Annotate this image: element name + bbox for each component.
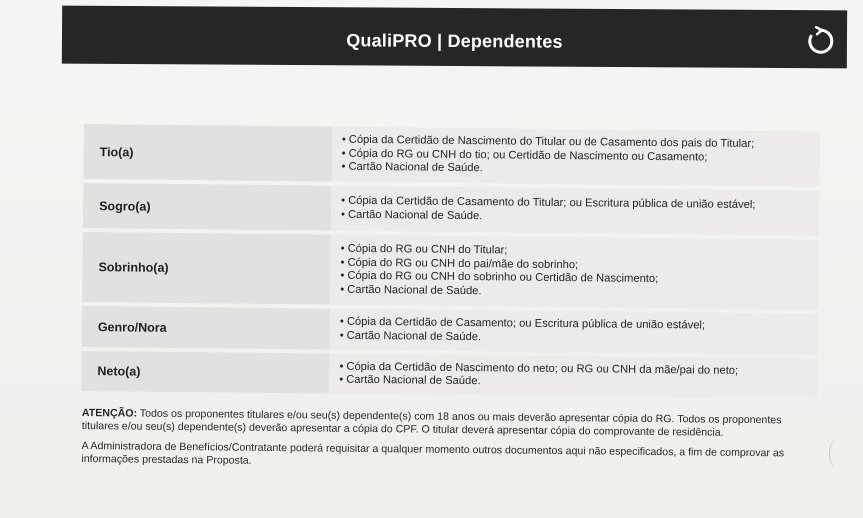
relationship-label: Sobrinho(a) bbox=[82, 232, 331, 305]
table-row bbox=[83, 183, 819, 236]
relationship-label: Tio(a) bbox=[83, 124, 332, 182]
attention-label: ATENÇÃO: bbox=[81, 407, 138, 420]
required-documents bbox=[331, 186, 819, 236]
document-item: • Cartão Nacional de Saúde. bbox=[339, 374, 807, 392]
header-bar bbox=[62, 6, 847, 69]
relationship-label: Neto(a) bbox=[81, 351, 329, 394]
required-documents bbox=[331, 127, 820, 187]
table-row bbox=[82, 306, 818, 355]
dependents-table bbox=[81, 124, 820, 403]
document-item: • Cópia do RG ou CNH do sobrinho ou Certidão de Nascimento; bbox=[340, 270, 808, 288]
document-item: • Cópia da Certidão de Nascimento do Titular ou de Casamento dos pais do Titular; bbox=[342, 134, 810, 152]
document-item: • Cartão Nacional de Saúde. bbox=[341, 161, 809, 179]
relationship-label: Sogro(a) bbox=[83, 183, 331, 231]
required-documents bbox=[330, 235, 819, 310]
document-item: • Cópia do RG ou CNH do tio; ou Certidão de Nascimento ou Casamento; bbox=[342, 147, 810, 165]
document-item: • Cópia da Certidão de Casamento do Titular; ou Escritura pública de união estável; bbox=[341, 195, 809, 213]
required-documents bbox=[329, 354, 817, 399]
page-title: QualiPRO | Dependentes bbox=[346, 29, 563, 52]
admin-note: A Administradora de Benefícios/Contratante poderá requisitar a qualquer momento outros documentos aqui não especificados, a fim de comprovar as informações prestadas na Proposta. bbox=[81, 439, 785, 467]
document-item: • Cópia da Certidão de Casamento; ou Escritura pública de união estável; bbox=[340, 316, 808, 334]
table-row bbox=[82, 232, 819, 310]
relationship-label: Genro/Nora bbox=[82, 306, 330, 350]
document-item: • Cópia da Certidão de Nascimento do neto; ou RG ou CNH da mãe/pai do neto; bbox=[339, 360, 807, 378]
document-item: • Cartão Nacional de Saúde. bbox=[340, 329, 808, 347]
required-documents bbox=[330, 309, 818, 355]
table-row bbox=[81, 351, 817, 399]
qualicorp-logo-icon bbox=[803, 24, 837, 58]
attention-text: Todos os proponentes titulares e/ou seu(s) dependente(s) com 18 anos ou mais deverão apresentar cópia do RG. Todos os proponentes titulares e/ou seu(s) dependente(s) deverão apresentar a cópia do CPF. O titular deverá apresentar cópia do comprovante de residência. bbox=[81, 407, 782, 439]
table-row bbox=[83, 124, 820, 187]
page-edge-mark bbox=[829, 440, 843, 468]
attention-note bbox=[82, 407, 802, 440]
document-item: • Cópia do RG ou CNH do Titular; bbox=[341, 243, 809, 261]
document-item: • Cópia do RG ou CNH do pai/mãe do sobrinho; bbox=[340, 256, 808, 274]
document-item: • Cartão Nacional de Saúde. bbox=[340, 283, 808, 301]
notes-section bbox=[81, 407, 802, 481]
document-item: • Cartão Nacional de Saúde. bbox=[341, 208, 809, 226]
